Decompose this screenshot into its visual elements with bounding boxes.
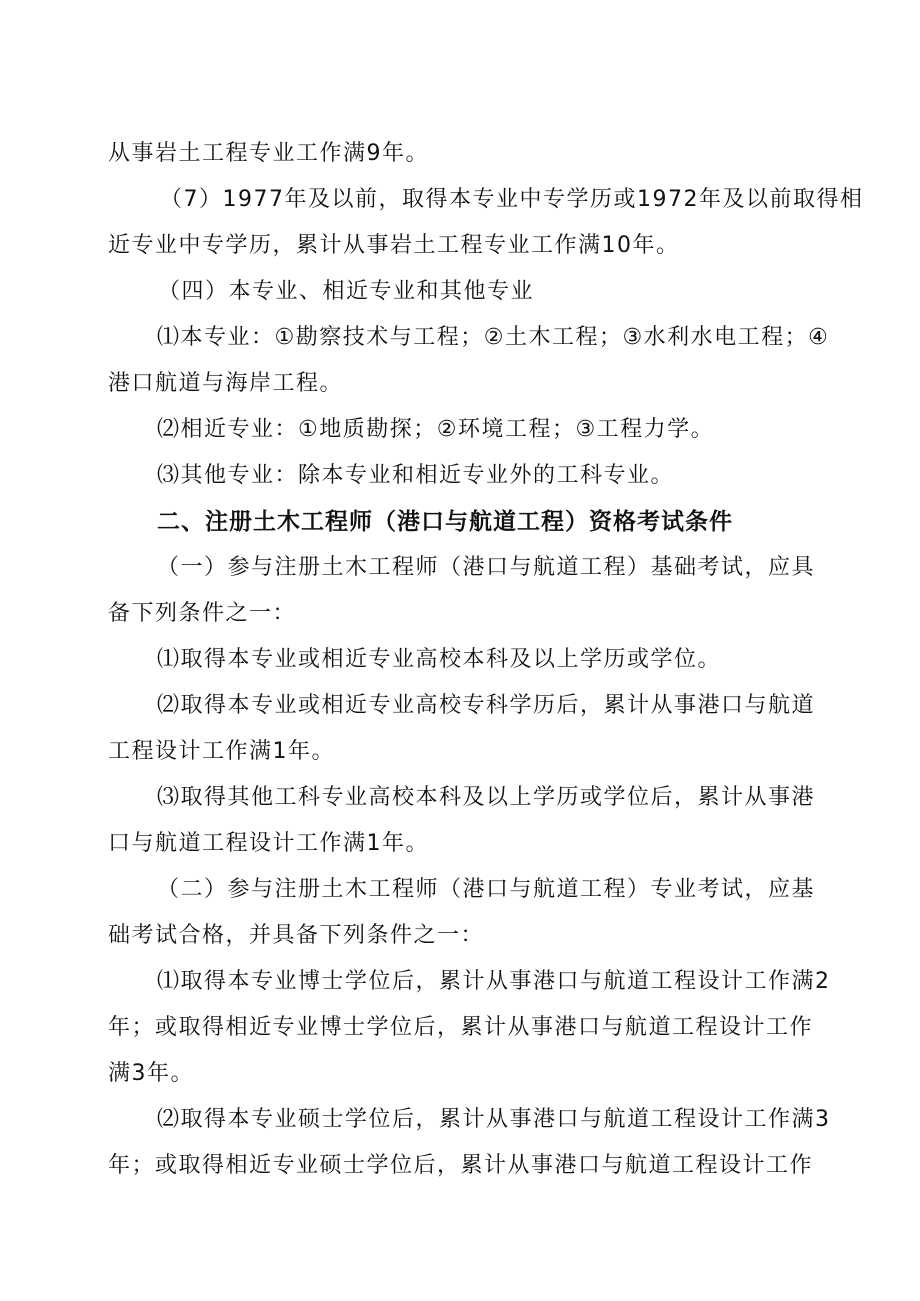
text-line: ⑵相近专业：①地质勘探；②环境工程；③工程力学。: [157, 417, 715, 442]
text-line: ⑶其他专业：除本专业和相近专业外的工科专业。: [157, 463, 675, 488]
text-line: 础考试合格，并具备下列条件之一：: [108, 923, 485, 948]
text-line: 备下列条件之一：: [108, 601, 297, 626]
text-line: ⑴取得本专业或相近专业高校本科及以上学历或学位。: [157, 647, 722, 672]
text-line: ⑵取得本专业硕士学位后，累计从事港口与航道工程设计工作满3: [157, 1107, 831, 1132]
text-line: 年；或取得相近专业博士学位后，累计从事港口与航道工程设计工作: [108, 1015, 814, 1040]
section-heading: 二、注册土木工程师（港口与航道工程）资格考试条件: [157, 509, 733, 535]
text-line: 从事岩土工程专业工作满9年。: [108, 141, 429, 166]
section-subheading: （四）本专业、相近专业和其他专业: [158, 279, 535, 304]
text-line: 年；或取得相近专业硕士学位后，累计从事港口与航道工程设计工作: [108, 1153, 814, 1178]
text-line: ⑶取得其他工科专业高校本科及以上学历或学位后，累计从事港: [157, 785, 816, 810]
text-line: （7）1977年及以前，取得本专业中专学历或1972年及以前取得相: [160, 187, 864, 212]
text-line: ⑴本专业：①勘察技术与工程；②土木工程；③水利水电工程；④: [157, 325, 830, 350]
text-line: 近专业中专学历，累计从事岩土工程专业工作满10年。: [108, 233, 680, 258]
text-line: （一）参与注册土木工程师（港口与航道工程）基础考试，应具: [157, 555, 816, 580]
text-line: 口与航道工程设计工作满1年。: [108, 831, 429, 856]
text-line: 港口航道与海岸工程。: [108, 371, 344, 396]
text-line: 满3年。: [108, 1061, 194, 1086]
text-line: ⑴取得本专业博士学位后，累计从事港口与航道工程设计工作满2: [157, 969, 831, 994]
text-line: （二）参与注册土木工程师（港口与航道工程）专业考试，应基: [157, 877, 816, 902]
text-line: 工程设计工作满1年。: [108, 739, 335, 764]
text-line: ⑵取得本专业或相近专业高校专科学历后，累计从事港口与航道: [157, 693, 816, 718]
